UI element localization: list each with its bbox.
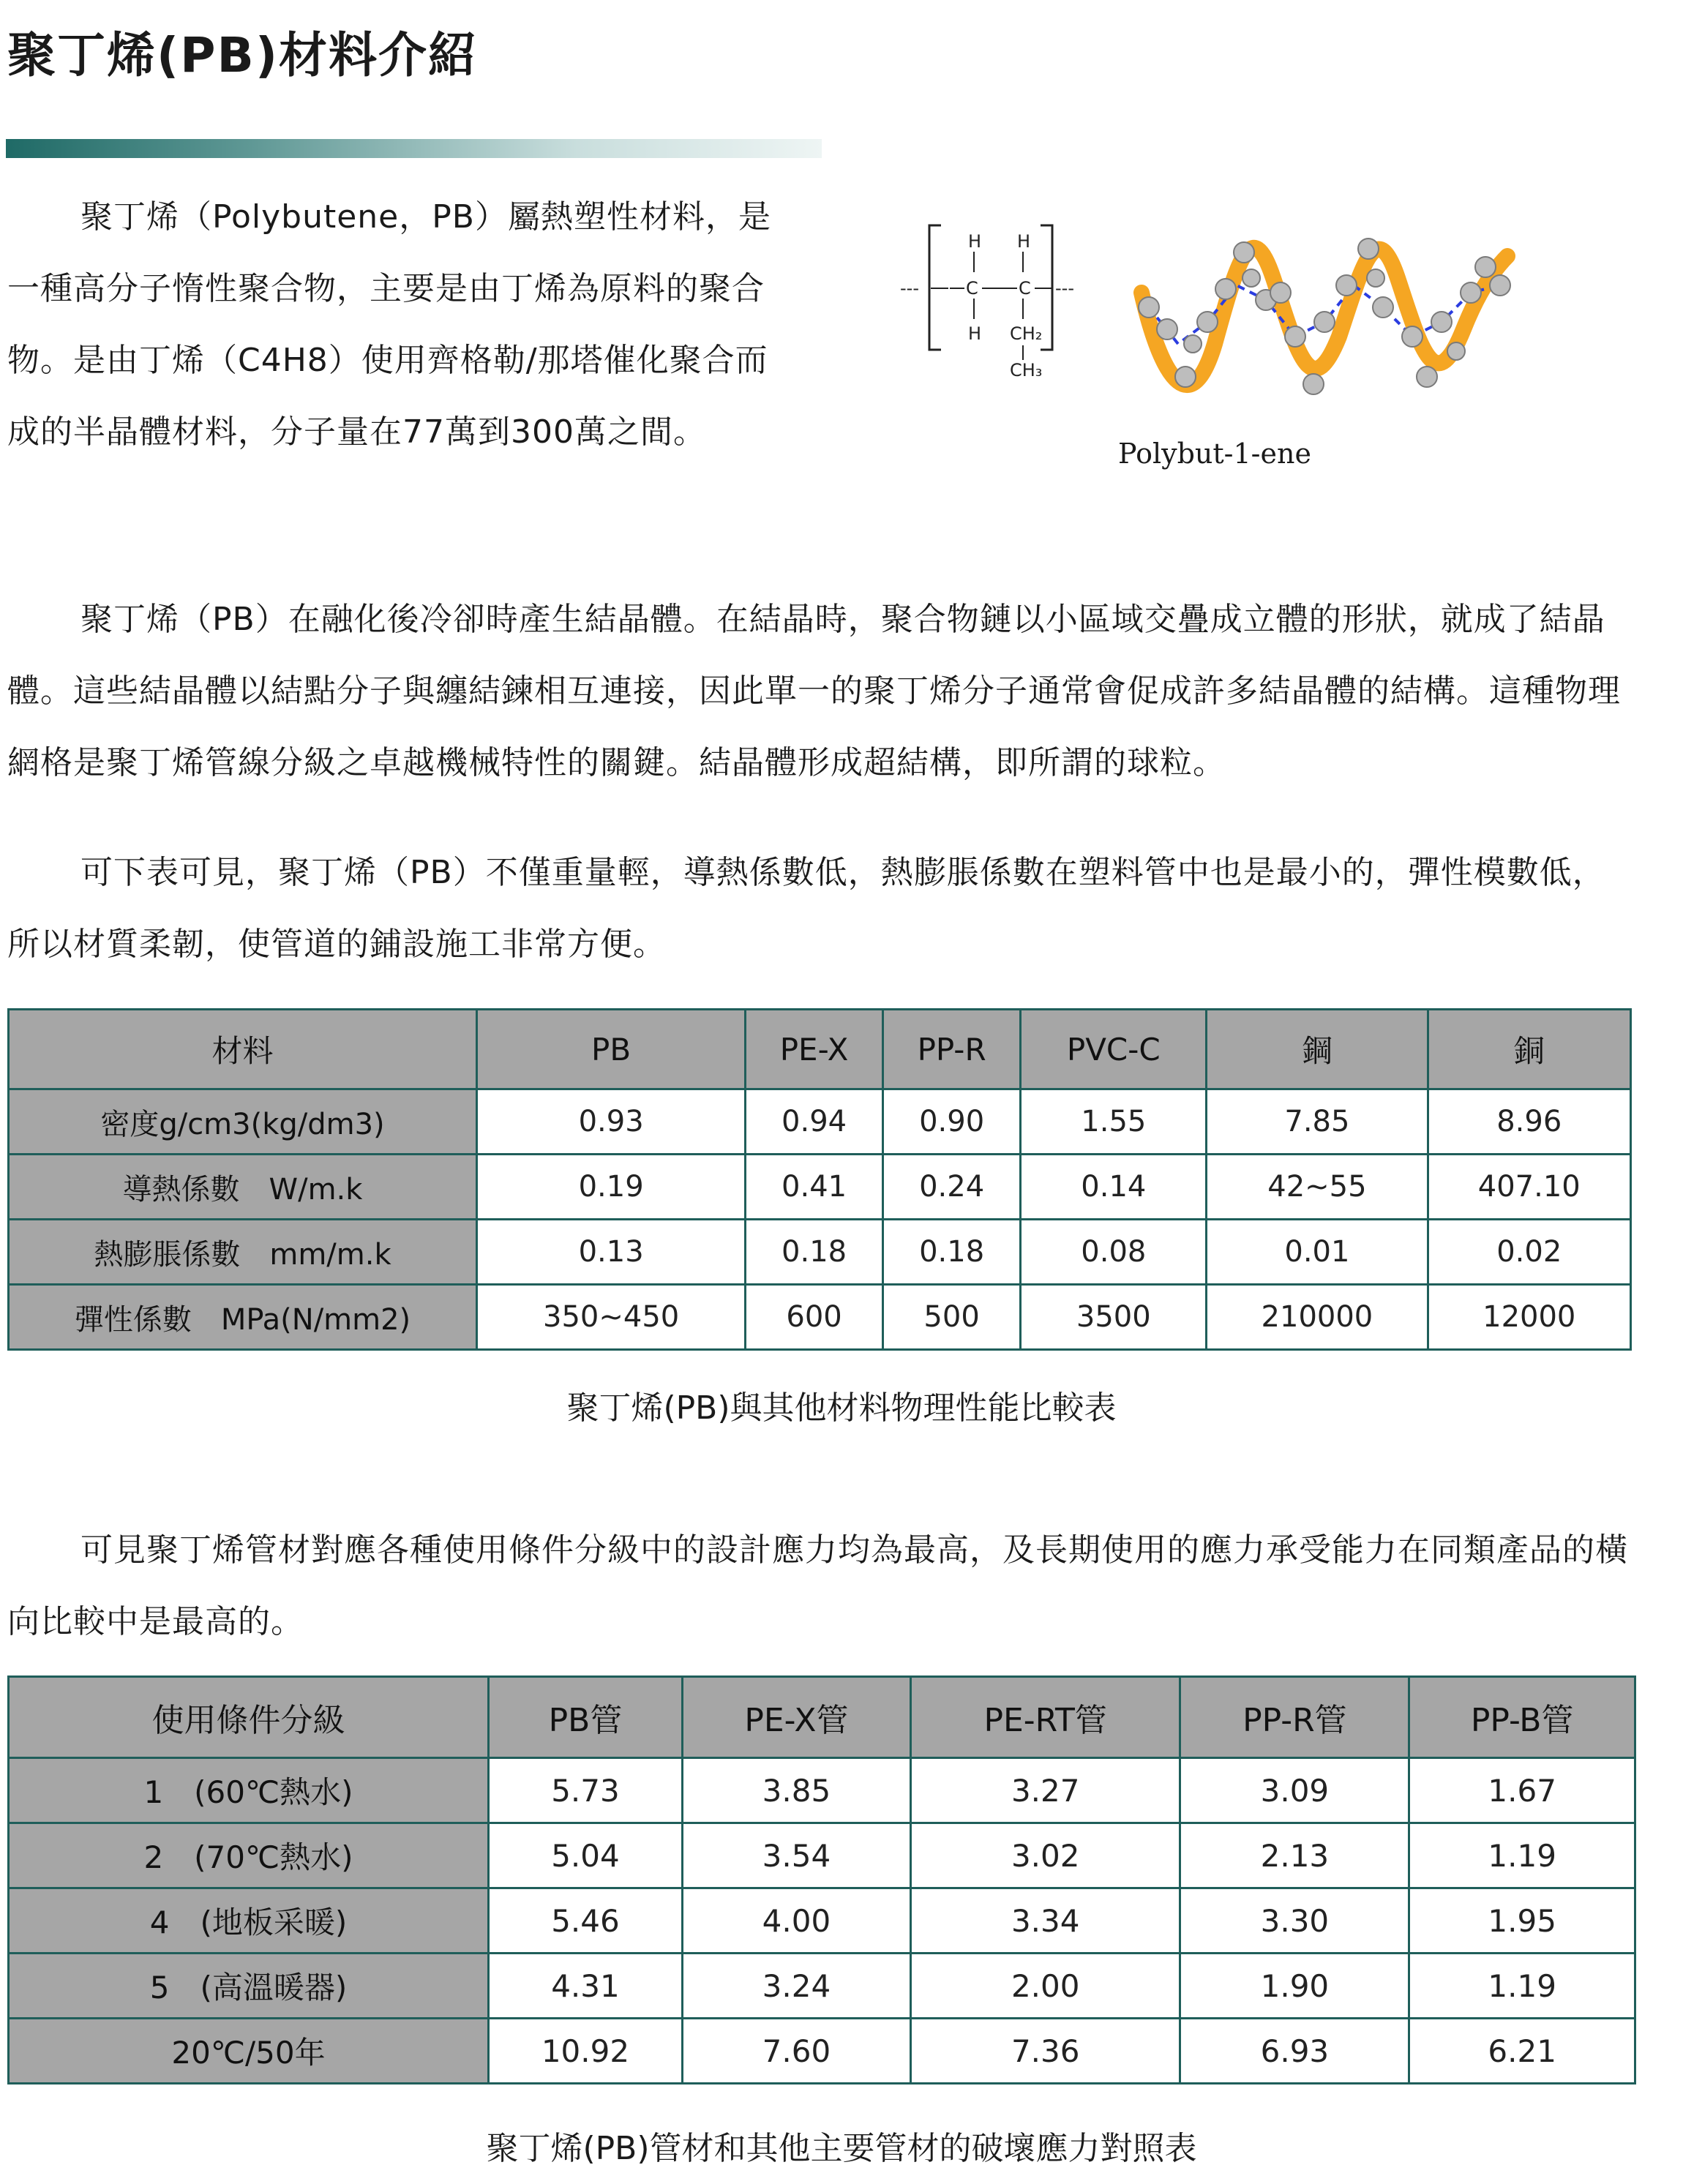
intro-paragraph-2-text: 聚丁烯（PB）在融化後冷卻時產生結晶體。在結晶時，聚合物鏈以小區域交疊成立體的形狀，就成了結晶體。這些結晶體以結點分子與纏結鍊相互連接，因此單一的聚丁烯分子通常會促成許多結晶體的結構。這種物理網格是聚丁烯管線分級之卓越機械特性的關鍵。結晶體形成超結構，即所謂的球粒。 [7,601,1621,781]
table-row [9,2019,1635,2084]
table-cell: 0.41 [746,1155,883,1220]
table-cell: 0.19 [477,1155,746,1220]
table-cell: 7.60 [682,2019,910,2084]
table-cell: 2.13 [1180,1823,1409,1888]
paragraph-4-text: 可見聚丁烯管材對應各種使用條件分級中的設計應力均為最高，及長期使用的應力承受能力在同類產品的橫向比較中是最高的。 [7,1531,1628,1640]
table-cell: 3.09 [1180,1758,1409,1823]
table-header-cell: PP-R管 [1180,1677,1409,1758]
table-cell: 7.85 [1207,1089,1428,1155]
helix-model [1139,239,1510,394]
table-cell: 500 [882,1285,1020,1350]
intro-paragraph-2 [7,584,1632,799]
title-underline-bar [6,139,822,158]
table-cell: 2.00 [910,1954,1180,2019]
table-cell: 8.96 [1428,1089,1631,1155]
table-row [9,1220,1631,1285]
table-cell: 0.14 [1021,1155,1207,1220]
table-cell: 3.54 [682,1823,910,1888]
table-cell: 5.73 [489,1758,683,1823]
formula-ch2: CH₂ [1010,323,1043,344]
table-row [9,1155,1631,1220]
table-header-cell: PP-B管 [1409,1677,1635,1758]
row-label-cell: 導熱係數 W/m.k [9,1155,477,1220]
table-cell: 12000 [1428,1285,1631,1350]
table-cell: 1.90 [1180,1954,1409,2019]
formula-c-2: C [1019,278,1031,299]
table-cell: 3.02 [910,1823,1180,1888]
table-cell: 3.34 [910,1888,1180,1954]
row-label-cell: 5 (高溫暖器) [9,1954,489,2019]
table-cell: 7.36 [910,2019,1180,2084]
table-row [9,1954,1635,2019]
row-label-cell: 熱膨脹係數 mm/m.k [9,1220,477,1285]
table-header-cell: PE-X管 [682,1677,910,1758]
row-label-cell: 2 (70℃熱水) [9,1823,489,1888]
intro-paragraph-3-text: 可下表可見，聚丁烯（PB）不僅重量輕，導熱係數低，熱膨脹係數在塑料管中也是最小的，彈性模數低，所以材質柔韌，使管道的鋪設施工非常方便。 [7,854,1605,963]
intro-paragraph-1-text: 聚丁烯（Polybutene，PB）屬熱塑性材料，是一種高分子惰性聚合物，主要是由丁烯為原料的聚合物。是由丁烯（C4H8）使用齊格勒/那塔催化聚合而成的半晶體材料，分子量在77萬到300萬之間。 [7,198,771,451]
paragraph-4 [7,1515,1632,1658]
formula-h-top-1: H [968,231,982,252]
table-cell: 0.13 [477,1220,746,1285]
table-row [9,1823,1635,1888]
table-cell: 4.31 [489,1954,683,2019]
intro-paragraph-1 [7,181,798,468]
table-header-cell: PB [477,1010,746,1089]
table-cell: 0.94 [746,1089,883,1155]
intro-paragraph-3 [7,837,1632,980]
table-header-cell: 使用條件分級 [9,1677,489,1758]
formula-h-top-2: H [1017,231,1031,252]
formula-left-dash: --- [900,278,919,299]
formula-right-dash: --- [1055,278,1074,299]
table-header-row [9,1677,1635,1758]
table-cell: 6.21 [1409,2019,1635,2084]
formula-h-bottom-1: H [968,323,982,344]
table-row [9,1888,1635,1954]
table-row [9,1089,1631,1155]
table2-caption: 聚丁烯(PB)管材和其他主要管材的破壞應力對照表 [486,2130,1197,2167]
table-cell: 4.00 [682,1888,910,1954]
table-header-cell: 鋼 [1207,1010,1428,1089]
table-cell: 5.46 [489,1888,683,1954]
table-cell: 407.10 [1428,1155,1631,1220]
table-cell: 0.01 [1207,1220,1428,1285]
table-header-row [9,1010,1631,1089]
stress-comparison-table [7,1675,1636,2084]
table-cell: 3.85 [682,1758,910,1823]
table-header-cell: 銅 [1428,1010,1631,1089]
table1-caption: 聚丁烯(PB)與其他材料物理性能比較表 [566,1389,1117,1427]
row-label-cell: 20℃/50年 [9,2019,489,2084]
table-cell: 350~450 [477,1285,746,1350]
row-label-cell: 彈性係數 MPa(N/mm2) [9,1285,477,1350]
table-cell: 3.30 [1180,1888,1409,1954]
page-title: 聚丁烯(PB)材料介紹 [7,27,479,83]
figure-caption: Polybut-1-ene [1118,438,1311,470]
table-cell: 0.24 [882,1155,1020,1220]
table-cell: 3500 [1021,1285,1207,1350]
table-cell: 42~55 [1207,1155,1428,1220]
table-cell: 0.90 [882,1089,1020,1155]
table-cell: 5.04 [489,1823,683,1888]
table-cell: 0.02 [1428,1220,1631,1285]
table-header-cell: PVC-C [1021,1010,1207,1089]
table-header-cell: 材料 [9,1010,477,1089]
formula-c-1: C [966,278,978,299]
table-cell: 3.27 [910,1758,1180,1823]
table-cell: 10.92 [489,2019,683,2084]
table-cell: 0.18 [882,1220,1020,1285]
table-header-cell: PP-R [882,1010,1020,1089]
table-cell: 1.67 [1409,1758,1635,1823]
table-cell: 1.95 [1409,1888,1635,1954]
table-cell: 3.24 [682,1954,910,2019]
table-header-cell: PE-RT管 [910,1677,1180,1758]
table-cell: 1.19 [1409,1954,1635,2019]
table-cell: 600 [746,1285,883,1350]
table-cell: 0.18 [746,1220,883,1285]
material-properties-table [7,1008,1632,1351]
row-label-cell: 1 (60℃熱水) [9,1758,489,1823]
table-cell: 6.93 [1180,2019,1409,2084]
table-cell: 1.55 [1021,1089,1207,1155]
table-cell: 0.93 [477,1089,746,1155]
table-header-cell: PB管 [489,1677,683,1758]
row-label-cell: 密度g/cm3(kg/dm3) [9,1089,477,1155]
table-cell: 1.19 [1409,1823,1635,1888]
formula-ch3: CH₃ [1010,360,1043,380]
row-label-cell: 4 (地板采暖) [9,1888,489,1954]
table-cell: 0.08 [1021,1220,1207,1285]
table-row [9,1758,1635,1823]
table-row [9,1285,1631,1350]
table-header-cell: PE-X [746,1010,883,1089]
table-cell: 210000 [1207,1285,1428,1350]
